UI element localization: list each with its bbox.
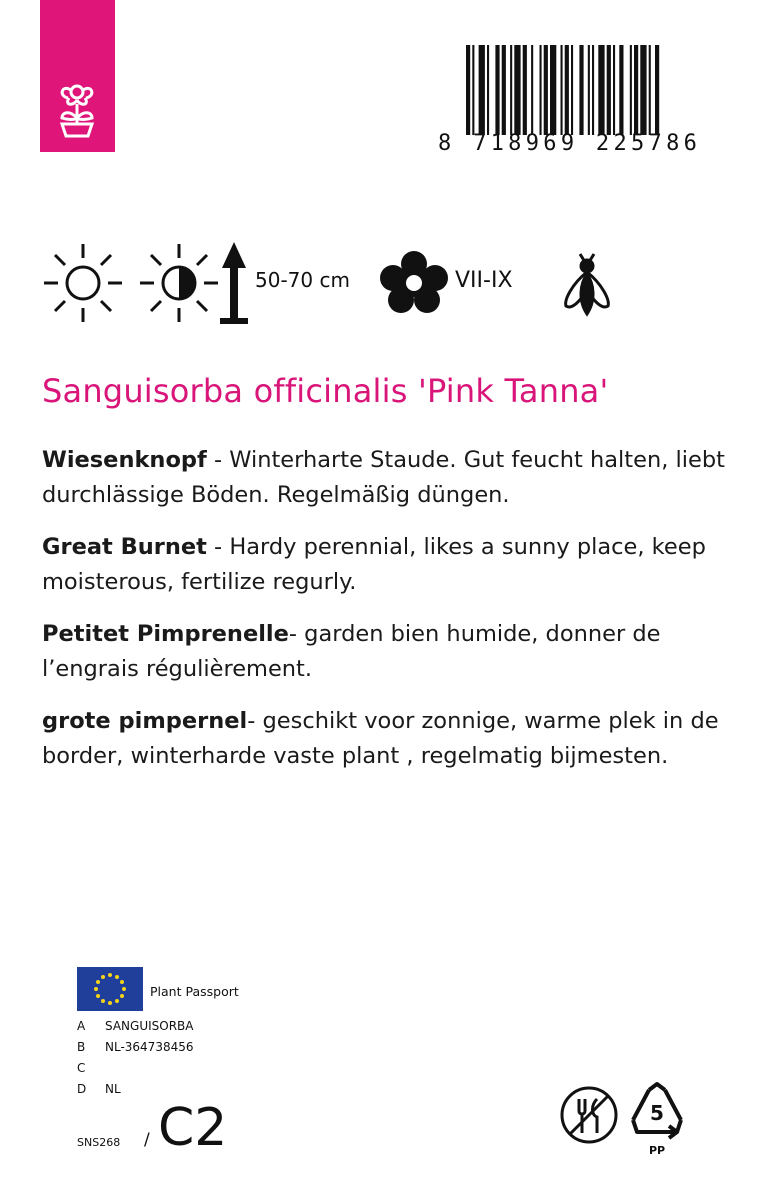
barcode-bar <box>531 45 533 135</box>
passport-value: SANGUISORBA <box>105 1019 194 1033</box>
barcode-bar <box>561 45 563 135</box>
eu-flag-icon <box>77 967 143 1011</box>
recycle-number: 5 <box>650 1101 664 1125</box>
barcode-bar <box>630 45 632 135</box>
up-arrow-icon <box>214 238 254 328</box>
barcode-bar <box>592 45 594 135</box>
barcode-bar <box>550 45 556 135</box>
barcode <box>438 45 723 155</box>
height-range: 50-70 cm <box>255 268 350 292</box>
description-text-fr: - garden bien humide, donner de l’engrais régulièrement. <box>42 621 661 682</box>
barcode-bar <box>649 45 651 135</box>
barcode-bars <box>466 45 718 135</box>
plant-passport-rows <box>77 1016 194 1100</box>
description-text-en: - Hardy perennial, likes a sunny place, keep moisterous, fertilize regurly. <box>42 534 706 595</box>
article-code: SNS268 <box>77 1136 121 1149</box>
no-food-icon <box>559 1085 619 1145</box>
description-de <box>42 443 742 513</box>
passport-key: B <box>77 1040 86 1054</box>
passport-value: NL-364738456 <box>105 1040 194 1054</box>
barcode-bar <box>598 45 604 135</box>
barcode-bar <box>472 45 474 135</box>
recycle-icon <box>625 1080 689 1160</box>
passport-key: D <box>77 1082 87 1096</box>
code-separator: / <box>144 1130 150 1150</box>
description-nl <box>42 704 742 774</box>
description-text-nl: - geschikt voor zonnige, warme plek in de border, winterharde vaste plant , regelmatig bijmesten. <box>42 708 719 769</box>
flower-icon <box>380 250 448 314</box>
barcode-bar <box>479 45 485 135</box>
passport-row-d <box>77 1079 194 1100</box>
barcode-bar <box>510 45 512 135</box>
barcode-bar <box>571 45 573 135</box>
barcode-bar <box>640 45 646 135</box>
common-name-en: Great Burnet <box>42 534 207 560</box>
bloom-months: VII-IX <box>455 268 513 293</box>
half-sun-icon <box>136 240 222 326</box>
barcode-bar <box>502 45 506 135</box>
common-name-nl: grote pimpernel <box>42 708 248 734</box>
barcode-bar <box>613 45 615 135</box>
barcode-bar <box>619 45 623 135</box>
barcode-bar <box>466 45 470 135</box>
barcode-bar <box>655 45 659 135</box>
common-name-de: Wiesenknopf <box>42 447 207 473</box>
passport-row-b <box>77 1037 194 1058</box>
class-code: C2 <box>158 1098 228 1158</box>
plant-passport-label: Plant Passport <box>150 984 239 999</box>
passport-row-c <box>77 1058 194 1079</box>
descriptions <box>42 443 742 791</box>
description-fr <box>42 617 742 687</box>
barcode-bar <box>588 45 590 135</box>
barcode-bar <box>540 45 542 135</box>
passport-key: C <box>77 1061 86 1075</box>
barcode-bar <box>523 45 527 135</box>
barcode-bar <box>634 45 638 135</box>
sun-icon <box>40 240 126 326</box>
barcode-bar <box>487 45 489 135</box>
plant-title: Sanguisorba officinalis 'Pink Tanna' <box>42 372 609 410</box>
passport-value: NL <box>105 1082 121 1096</box>
barcode-digits: 8 718969 225786 <box>438 131 702 156</box>
barcode-bar <box>607 45 611 135</box>
flower-in-pot-icon <box>52 80 102 140</box>
bee-icon <box>552 244 622 318</box>
barcode-bar <box>579 45 583 135</box>
barcode-bar <box>544 45 548 135</box>
barcode-bar <box>495 45 499 135</box>
description-text-de: - Winterharte Staude. Gut feucht halten, liebt durchlässige Böden. Regelmäßig düngen. <box>42 447 725 508</box>
passport-row-a <box>77 1016 194 1037</box>
brand-tab <box>40 0 115 152</box>
passport-key: A <box>77 1019 86 1033</box>
recycle-material: PP <box>648 1144 666 1157</box>
common-name-fr: Petitet Pimprenelle <box>42 621 289 647</box>
barcode-bar <box>565 45 569 135</box>
barcode-bar <box>514 45 520 135</box>
description-en <box>42 530 742 600</box>
